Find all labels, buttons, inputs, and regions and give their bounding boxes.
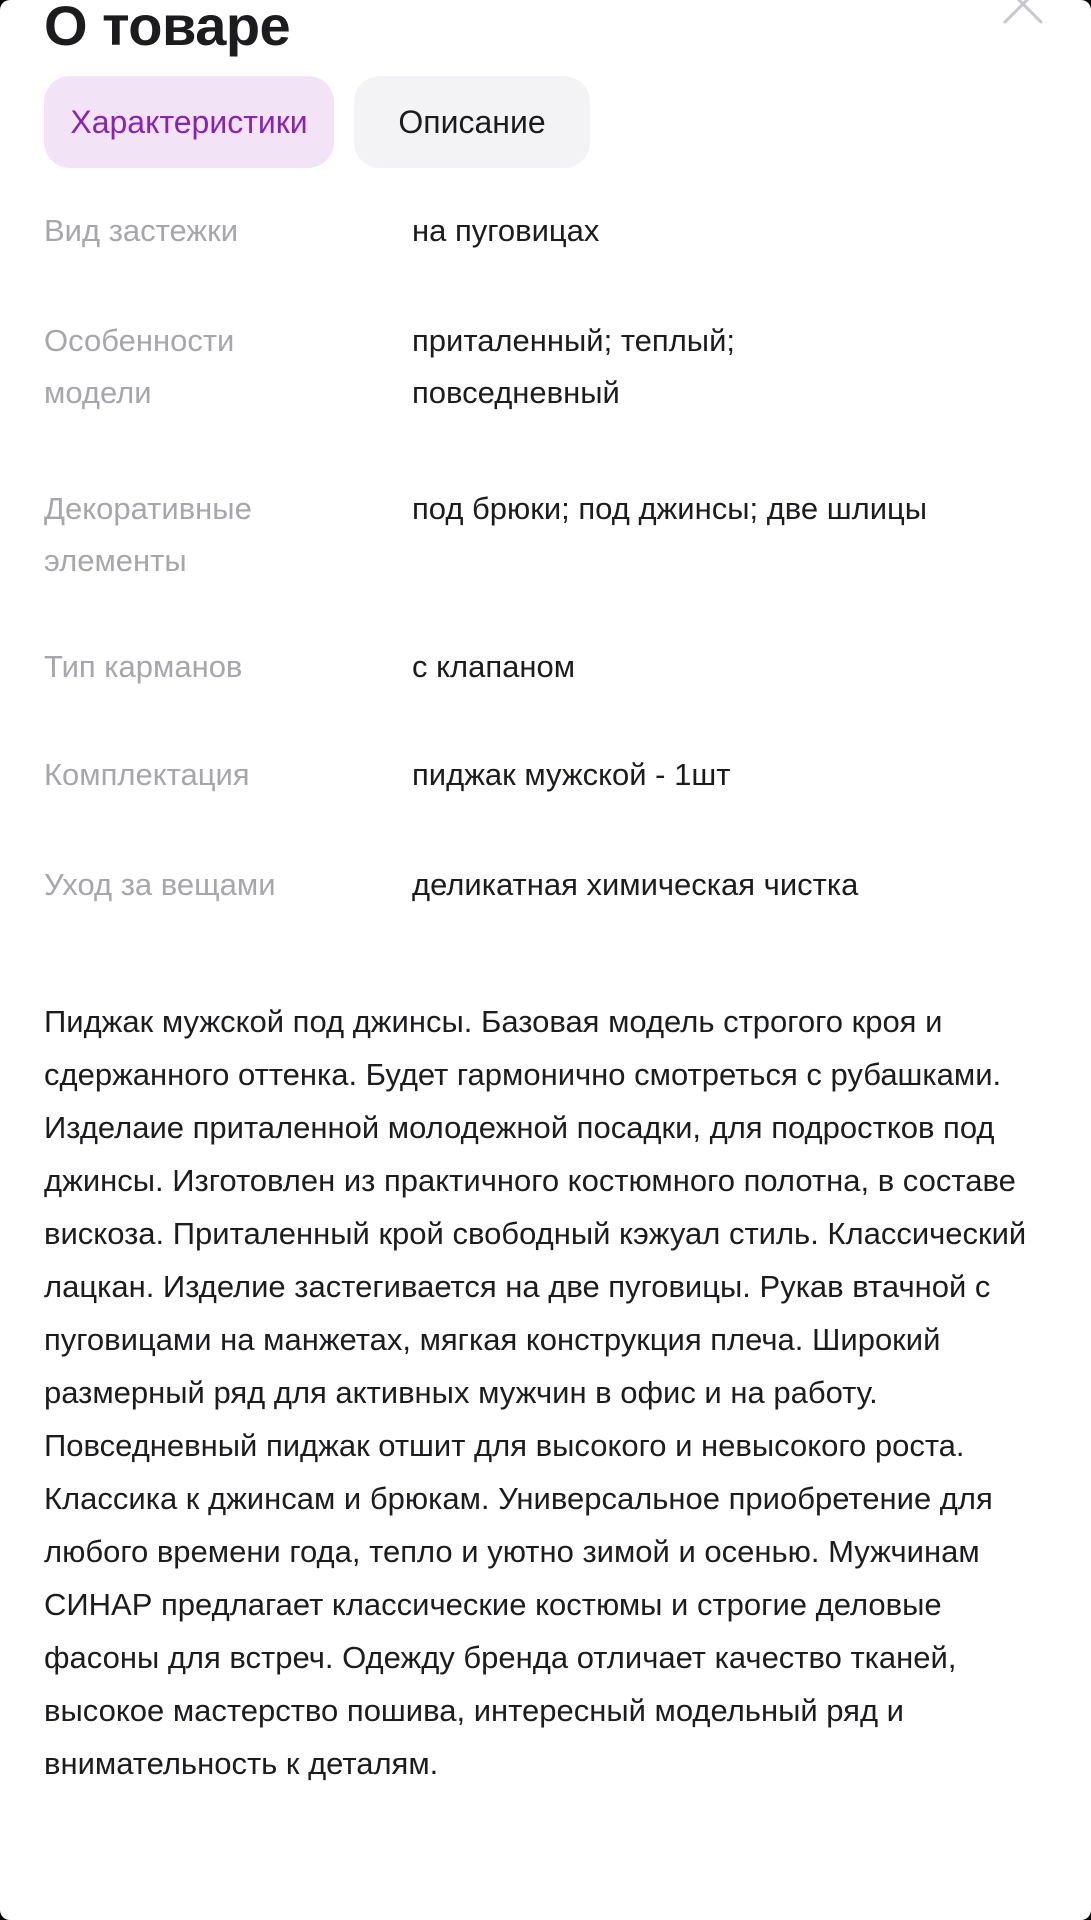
spec-value: приталенный; теплый; повседневный: [412, 323, 736, 410]
spec-label: Вид застежки: [44, 213, 239, 248]
close-icon: [999, 0, 1047, 28]
spec-label: Особенности модели: [44, 323, 235, 410]
spec-value: деликатная химическая чистка: [412, 867, 859, 902]
tab-characteristics[interactable]: Характеристики: [44, 76, 334, 168]
product-description: Пиджак мужской под джинсы. Базовая модель строгого кроя и сдержанного оттенка. Будет гармонично смотреться с рубашками. Изделаие приталенной молодежной посадки, для подростков под джинсы. Изготовлен из практичного костюмного полотна, в составе вискоза. Приталенный крой свободный кэжуал стиль. Классический лацкан. Изделие застегивается на две пуговицы. Рукав втачной с пуговицами на манжетах, мягкая конструкция плеча. Широкий размерный ряд для активных мужчин в офис и на работу. Повседневный пиджак отшит для высокого и невысокого роста. Классика к джинсам и брюкам. Универсальное приобретение для любого времени года, тепло и уютно зимой и осенью. Мужчинам СИНАР предлагает классические костюмы и строгие деловые фасоны для встреч. Одежду бренда отличает качество тканей, высокое мастерство пошива, интересный модельный ряд и внимательность к деталям.: [44, 1004, 1027, 1781]
spec-label: Уход за вещами: [44, 867, 276, 902]
spec-label: Тип карманов: [44, 649, 243, 684]
spec-value: пиджак мужской - 1шт: [412, 757, 731, 792]
page-title: О товаре: [44, 0, 291, 57]
spec-label: Комплектация: [44, 757, 250, 792]
spec-value: с клапаном: [412, 649, 576, 684]
spec-value: на пуговицах: [412, 213, 600, 248]
spec-label: Декоративные элементы: [44, 491, 252, 578]
close-button[interactable]: [999, 0, 1047, 28]
tab-bar: [44, 76, 590, 168]
tab-description[interactable]: Описание: [354, 76, 590, 168]
spec-value: под брюки; под джинсы; две шлицы: [412, 491, 928, 526]
